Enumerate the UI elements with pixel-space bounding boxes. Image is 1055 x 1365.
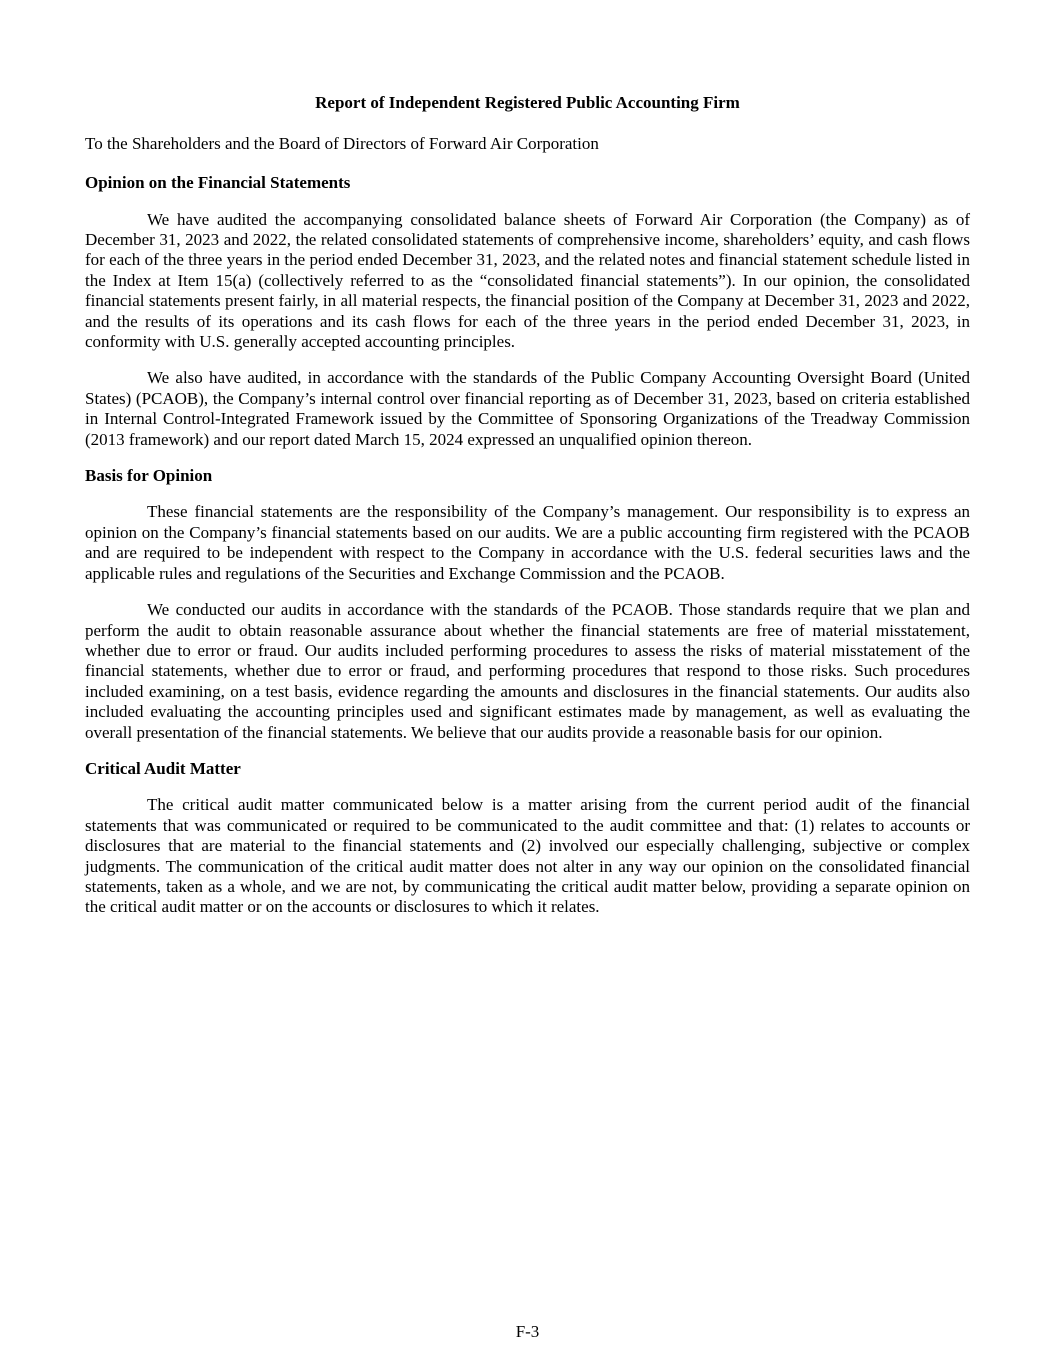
section-heading-basis-for-opinion: Basis for Opinion xyxy=(85,465,213,485)
paragraph: We conducted our audits in accordance with the standards of the PCAOB. Those standards require that we plan and perform the audit to obtain reasonable assurance about whether the financial statements are free of material misstatement, whether due to error or fraud. Our audits included performing procedures to assess the risks of material misstatement of the financial statements, whether due to error or fraud, and performing procedures that respond to those risks. Such procedures included examining, on a test basis, evidence regarding the amounts and disclosures in the financial statements. Our audits also included evaluating the accounting principles used and significant estimates made by management, as well as evaluating the overall presentation of the financial statements. We believe that our audits provide a reasonable basis for our opinion. xyxy=(85,600,970,742)
page-number: F-3 xyxy=(515,1322,540,1341)
section-opinion xyxy=(85,173,970,450)
section-basis-for-opinion xyxy=(85,466,970,743)
paragraph: We have audited the accompanying consolidated balance sheets of Forward Air Corporation (the Company) as of December 31, 2023 and 2022, the related consolidated statements of comprehensive income, shareholders’ equity, and cash flows for each of the three years in the period ended December 31, 2023, and the related notes and financial statement schedule listed in the Index at Item 15(a) (collectively referred to as the “consolidated financial statements”). In our opinion, the consolidated financial statements present fairly, in all material respects, the financial position of the Company at December 31, 2023 and 2022, and the results of its operations and its cash flows for each of the three years in the period ended December 31, 2023, in conformity with U.S. generally accepted accounting principles. xyxy=(85,209,970,351)
paragraph: We also have audited, in accordance with the standards of the Public Company Accounting Oversight Board (United States) (PCAOB), the Company’s internal control over financial reporting as of December 31, 2023, based on criteria established in Internal Control-Integrated Framework issued by the Committee of Sponsoring Organizations of the Treadway Commission (2013 framework) and our report dated March 15, 2024 expressed an unqualified opinion thereon. xyxy=(85,368,970,449)
paragraph: These financial statements are the responsibility of the Company’s management. Our responsibility is to express an opinion on the Company’s financial statements based on our audits. We are a public accounting firm registered with the PCAOB and are required to be independent with respect to the Company in accordance with the U.S. federal securities laws and the applicable rules and regulations of the Securities and Exchange Commission and the PCAOB. xyxy=(85,502,970,583)
section-heading-critical-audit-matter: Critical Audit Matter xyxy=(85,758,241,778)
section-heading-opinion: Opinion on the Financial Statements xyxy=(85,173,351,192)
document-title: Report of Independent Registered Public Accounting Firm xyxy=(315,93,740,112)
paragraph: The critical audit matter communicated below is a matter arising from the current period audit of the financial statements that was communicated or required to be communicated to the audit committee and that: (1) relates to accounts or disclosures that are material to the financial statements and (2) involved our especially challenging, subjective or complex judgments. The communication of the critical audit matter does not alter in any way our opinion on the consolidated financial statements, taken as a whole, and we are not, by communicating the critical audit matter below, providing a separate opinion on the critical audit matter or on the accounts or disclosures to which it relates. xyxy=(85,795,970,917)
salutation: To the Shareholders and the Board of Directors of Forward Air Corporation xyxy=(85,133,599,153)
section-critical-audit-matter xyxy=(85,759,970,918)
